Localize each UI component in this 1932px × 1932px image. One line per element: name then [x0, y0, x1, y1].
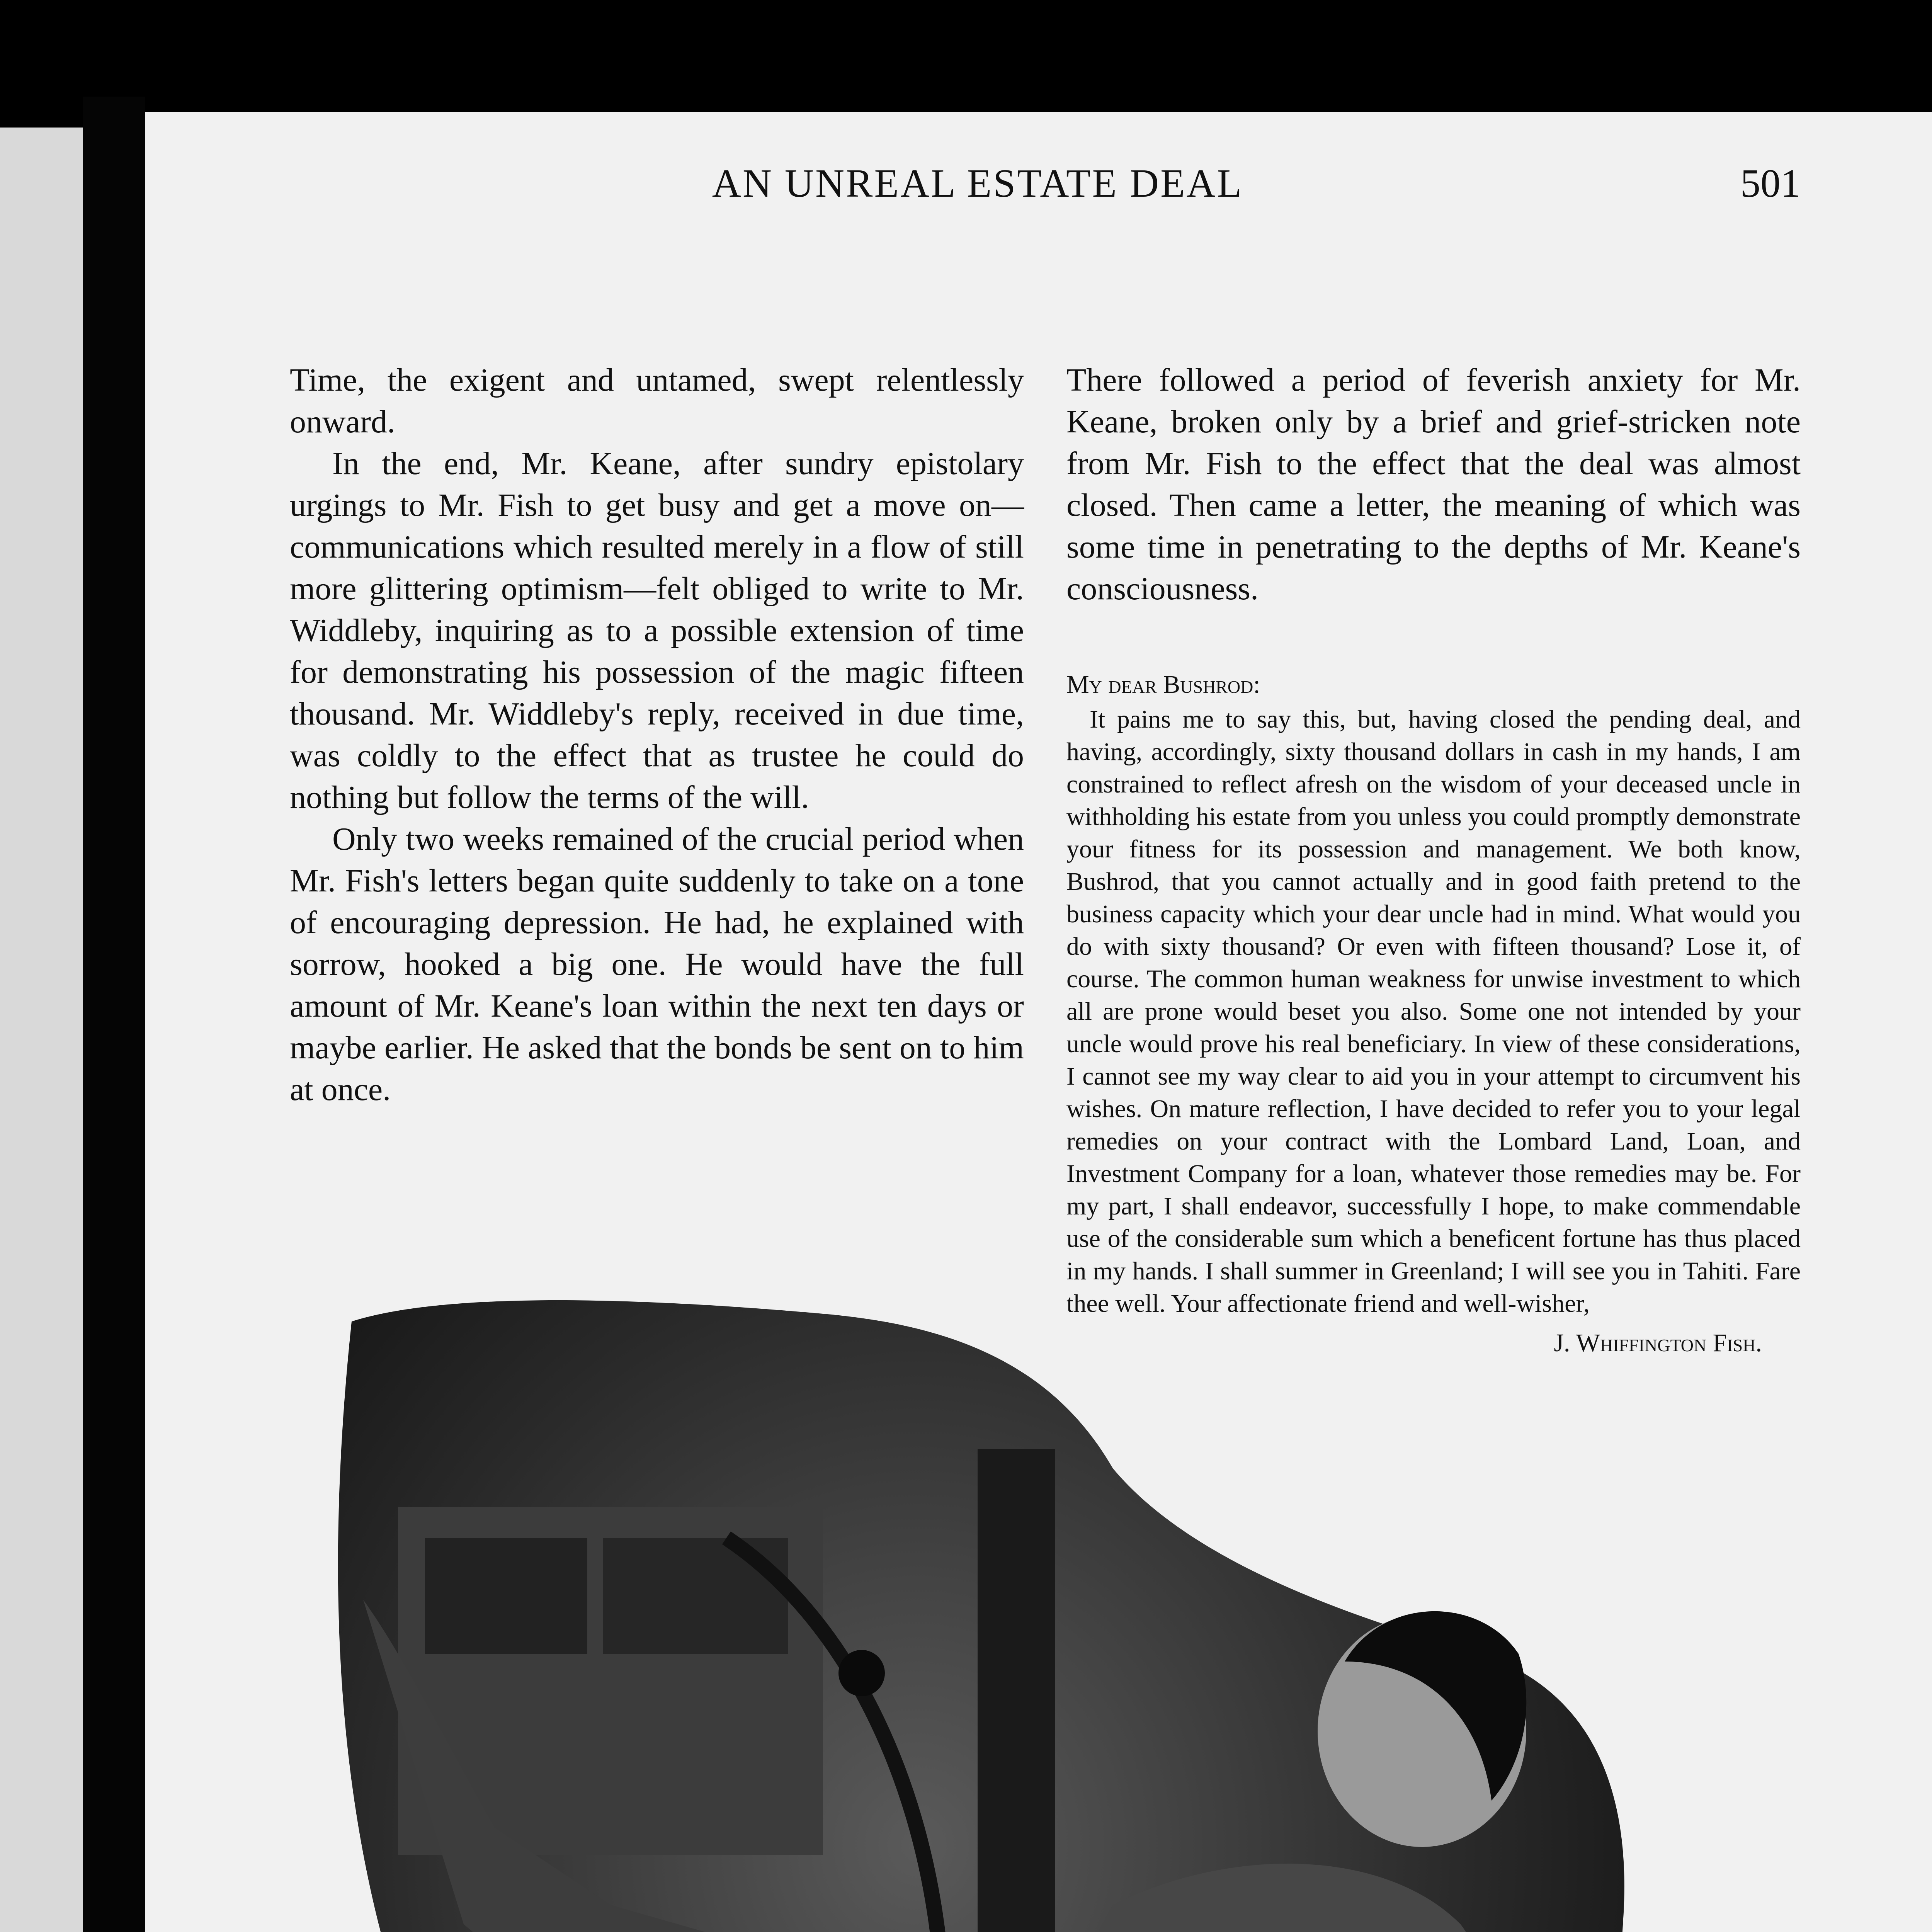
- paragraph: Time, the exigent and untamed, swept relentlessly onward.: [290, 362, 1024, 440]
- wall-telephone-bell: [838, 1650, 885, 1696]
- desk-cubbyhole: [425, 1538, 587, 1654]
- running-title: AN UNREAL ESTATE DEAL: [712, 161, 1243, 206]
- right-text-column: [1066, 359, 1801, 610]
- left-text-column: [290, 359, 1024, 1111]
- letter-block: [1066, 668, 1801, 1359]
- paragraph: In the end, Mr. Keane, after sundry epistolary urgings to Mr. Fish to get busy and get a move on—communications which resulted merely in a flow of still more glittering optimism—felt obliged to write to Mr. Widdleby, inquiring as to a possible extension of time for demonstrating his possession of the magic fifteen thousand. Mr. Widdleby's reply, received in due time, was coldly to the effect that as trustee he could do nothing but follow the terms of the will.: [290, 446, 1024, 815]
- letter-body: It pains me to say this, but, having closed the pending deal, and having, accordingly, sixty thousand dollars in cash in my hands, I am constrained to reflect afresh on the wisdom of your deceased uncle in withholding his estate from you unless you could promptly demonstrate your fitness for its possession and management. We both know, Bushrod, that you cannot actually and in good faith pretend to the business capacity which your dear uncle had in mind. What would you do with sixty thousand? Or even with fifteen thousand? Lose it, of course. The common human weakness for unwise investment to which all are prone would beset you also. Some one not intended by your uncle would prove his real beneficiary. In view of these considerations, I cannot see my way clear to aid you in your attempt to circumvent his wishes. On mature reflection, I have decided to refer you to your legal remedies on your contract with the Lombard Land, Loan, and Investment Company for a loan, whatever those remedies may be. For my part, I shall endeavor, successfully I hope, to make commendable use of the considerable sum which a beneficent fortune has thus placed in my hands. I shall summer in Greenland; I will see you in Tahiti. Fare thee well. Your affectionate friend and well-wisher,: [1066, 705, 1801, 1318]
- book-gutter: [83, 97, 145, 1932]
- paragraph: There followed a period of feverish anxiety for Mr. Keane, broken only by a brief and grief-stricken note from Mr. Fish to the effect that the deal was almost closed. Then came a letter, the meaning of which was some time in penetrating to the depths of Mr. Keane's consciousness.: [1066, 362, 1801, 607]
- page-number: 501: [1740, 161, 1801, 206]
- paragraph: Only two weeks remained of the crucial period when Mr. Fish's letters began quite suddenly to take on a tone of encouraging depression. He had, he explained with sorrow, hooked a big one. He would have the full amount of Mr. Keane's loan within the next ten days or maybe earlier. He asked that the bonds be sent on to him at once.: [290, 821, 1024, 1107]
- cabinet-panel: [978, 1449, 1055, 1932]
- letter-salutation: My dear Bushrod:: [1066, 670, 1260, 699]
- letter-signature: J. Whiffington Fish.: [1554, 1329, 1762, 1357]
- illustration-man-in-chair: [301, 1267, 1739, 1932]
- facing-page-edge: [0, 128, 83, 1932]
